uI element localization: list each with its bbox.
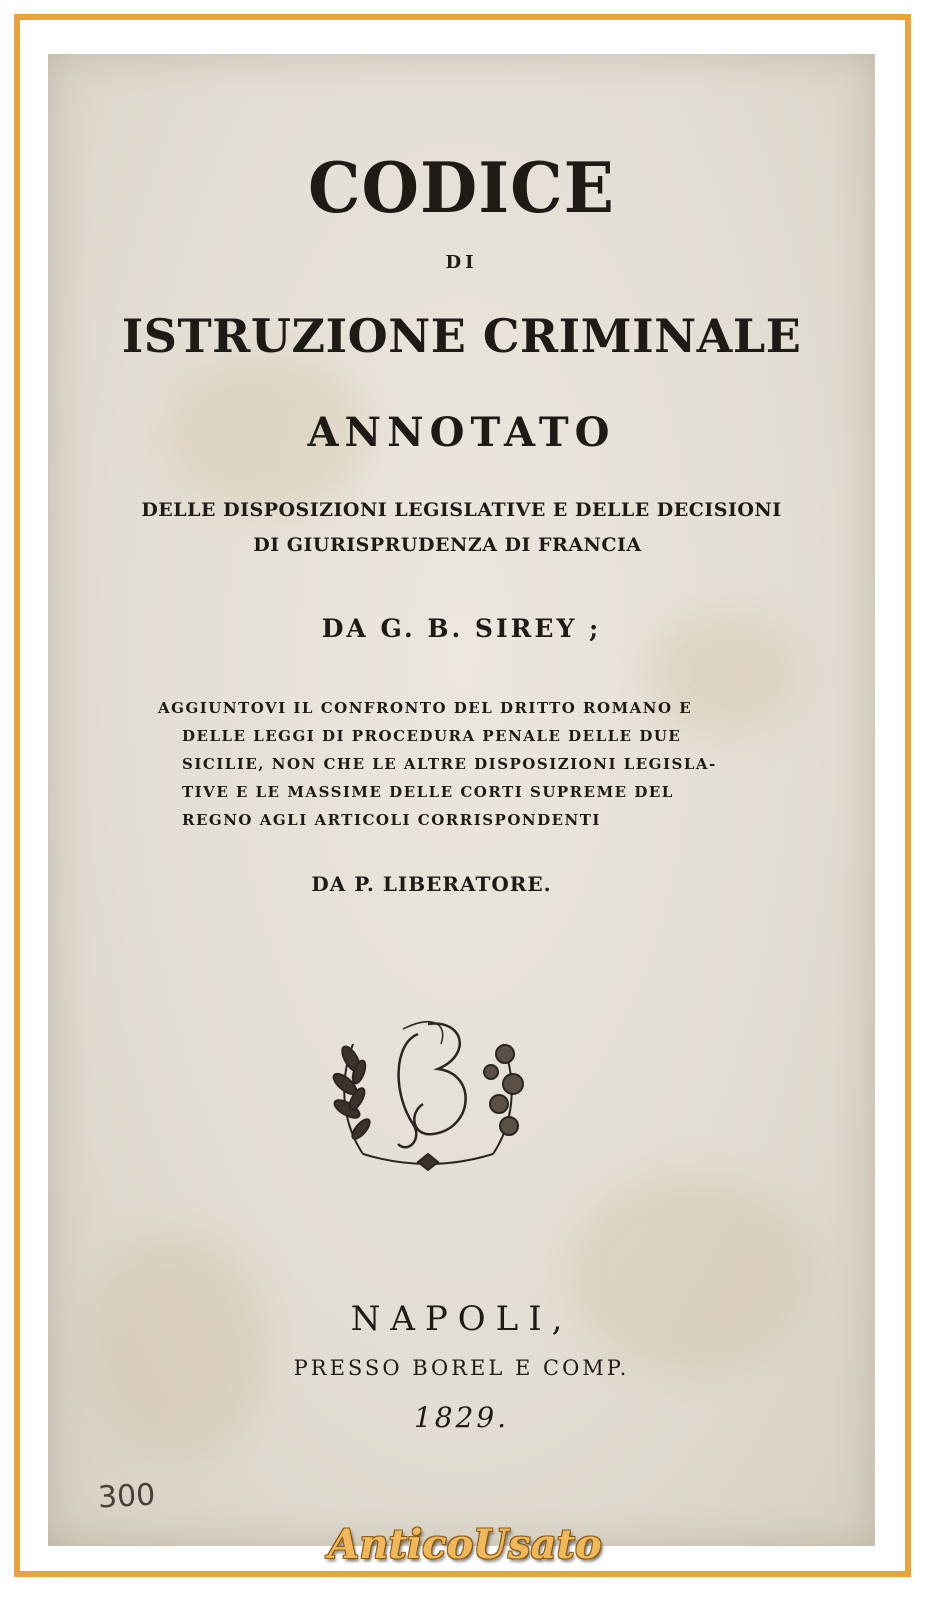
title-di: DI [445, 252, 478, 273]
anticousato-logo-watermark: AnticoUsato [328, 1521, 602, 1568]
addendum-paragraph [158, 694, 798, 834]
imprint-city: NAPOLI, [350, 1299, 573, 1339]
title-page [48, 54, 875, 1546]
addendum-line: SICILIE, NON CHE LE ALTRE DISPOSIZIONI LEGISLA- [182, 755, 717, 773]
addendum-line: AGGIUNTOVI IL CONFRONTO DEL DRITTO ROMANO E [158, 699, 693, 717]
addendum-line: DELLE LEGGI DI PROCEDURA PENALE DELLE DUE [182, 727, 682, 745]
title-annotato: ANNOTATO [307, 409, 616, 456]
description-line-2: DI GIURISPRUDENZA DI FRANCIA [253, 534, 642, 556]
description-line-1: DELLE DISPOSIZIONI LEGISLATIVE E DELLE DECISIONI [141, 499, 782, 521]
publisher-monogram-emblem [323, 1004, 533, 1184]
handwritten-note: 300 [97, 1477, 157, 1516]
addendum-line: REGNO AGLI ARTICOLI CORRISPONDENTI [182, 811, 601, 829]
author-line: DA G. B. SIREY ; [321, 614, 602, 643]
addendum-line: TIVE E LE MASSIME DELLE CORTI SUPREME DEL [182, 783, 674, 801]
editor-line: DA P. LIBERATORE. [311, 872, 552, 896]
imprint-year: 1829. [413, 1401, 510, 1434]
title-codice: CODICE [308, 147, 615, 229]
imprint-publisher: PRESSO BOREL E COMP. [293, 1356, 630, 1380]
title-istruzione-criminale: ISTRUZIONE CRIMINALE [121, 309, 802, 363]
